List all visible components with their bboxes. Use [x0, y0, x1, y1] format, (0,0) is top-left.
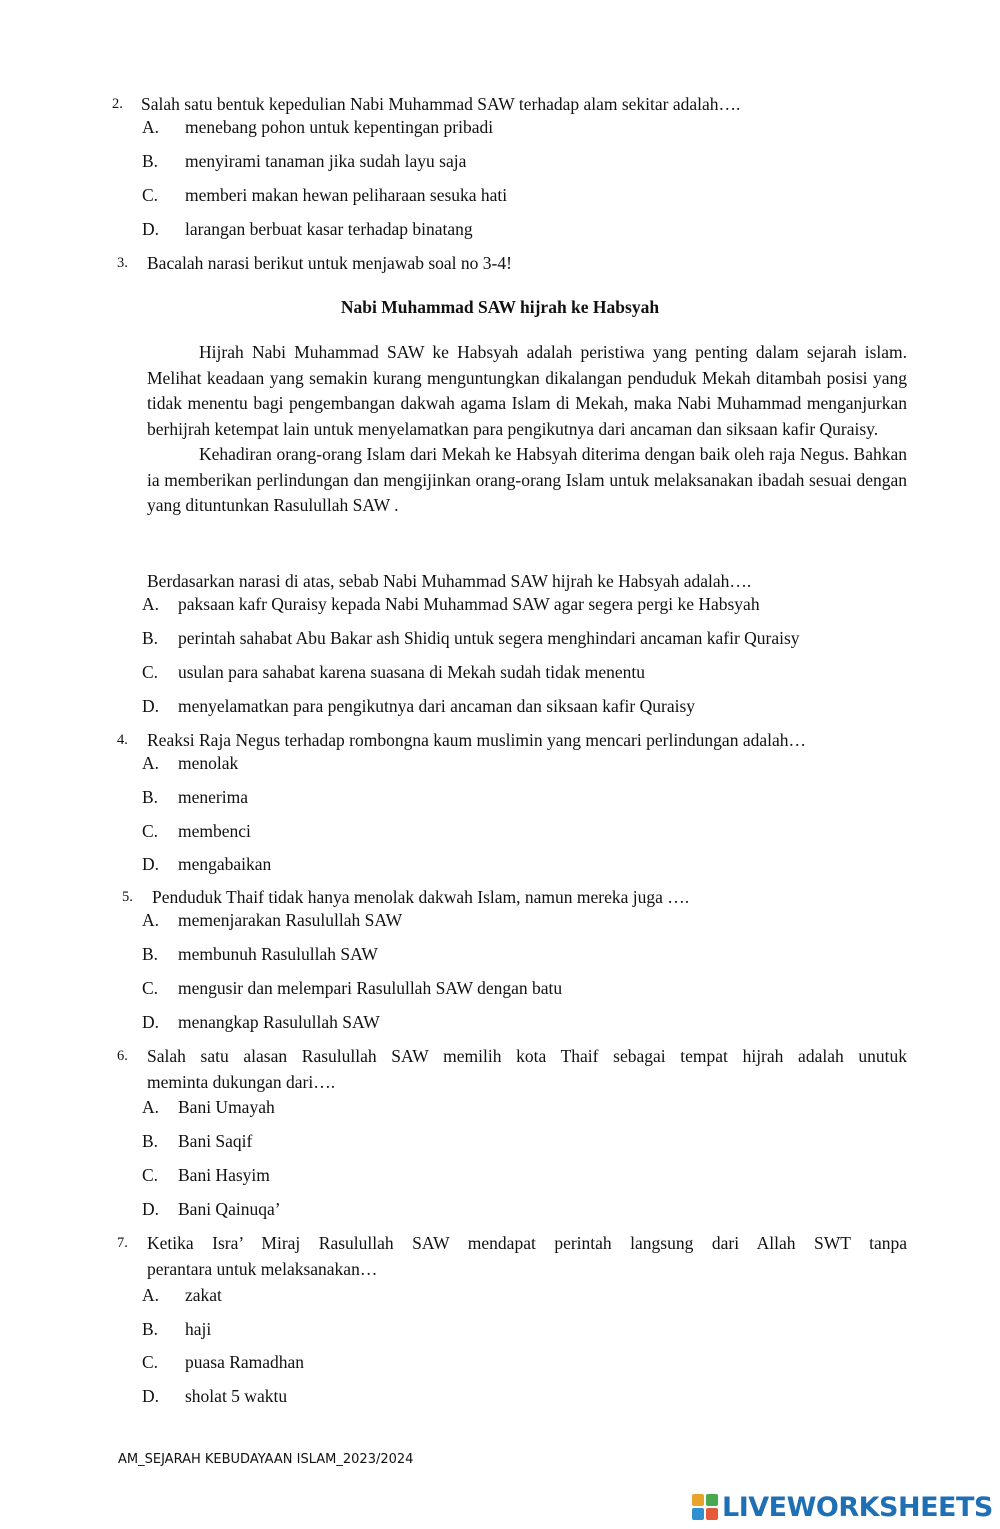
q6-option-a[interactable]: Bani Umayah — [178, 1097, 275, 1117]
q3-option-d[interactable]: menyelamatkan para pengikutnya dari ancaman dan siksaan kafir Quraisy — [178, 696, 696, 716]
q2-option-d-letter: D. — [142, 219, 160, 239]
q3-option-d-letter: D. — [142, 696, 160, 716]
q6-option-c-letter: C. — [142, 1165, 159, 1185]
q5-option-b[interactable]: membunuh Rasulullah SAW — [178, 944, 378, 964]
q7-option-a-letter: A. — [142, 1285, 160, 1305]
question-2-text: Salah satu bentuk kepedulian Nabi Muhammad SAW terhadap alam sekitar adalah…. — [141, 94, 741, 114]
q3-option-b[interactable]: perintah sahabat Abu Bakar ash Shidiq untuk segera menghindari ancaman kafir Quraisy — [178, 628, 800, 648]
question-6-text-line-1: Salah satu alasan Rasulullah SAW memilih kota Thaif sebagai tempat hijrah adalah unutuk — [147, 1046, 907, 1066]
question-3-text: Berdasarkan narasi di atas, sebab Nabi Muhammad SAW hijrah ke Habsyah adalah…. — [147, 571, 752, 591]
q7-option-b-letter: B. — [142, 1319, 159, 1339]
q2-option-d[interactable]: larangan berbuat kasar terhadap binatang — [185, 219, 473, 239]
q4-option-b[interactable]: menerima — [178, 787, 248, 807]
q6-option-c[interactable]: Bani Hasyim — [178, 1165, 270, 1185]
question-7-text-line-2: perantara untuk melaksanakan… — [147, 1259, 378, 1279]
narrative-title: Nabi Muhammad SAW hijrah ke Habsyah — [340, 297, 660, 317]
q4-option-b-letter: B. — [142, 787, 159, 807]
question-3-intro: Bacalah narasi berikut untuk menjawab soal no 3-4! — [147, 253, 512, 273]
q7-option-b[interactable]: haji — [185, 1319, 212, 1339]
q7-option-d[interactable]: sholat 5 waktu — [185, 1386, 288, 1406]
q5-option-b-letter: B. — [142, 944, 159, 964]
q4-option-c[interactable]: membenci — [178, 821, 251, 841]
q2-option-c-letter: C. — [142, 185, 159, 205]
q5-option-a-letter: A. — [142, 910, 160, 930]
q3-option-c[interactable]: usulan para sahabat karena suasana di Mekah sudah tidak menentu — [178, 662, 645, 682]
q7-option-a[interactable]: zakat — [185, 1285, 222, 1305]
q5-option-d-letter: D. — [142, 1012, 160, 1032]
question-6-number: 6. — [117, 1048, 128, 1064]
q6-option-a-letter: A. — [142, 1097, 160, 1117]
narrative-paragraph-1: Hijrah Nabi Muhammad SAW ke Habsyah adalah peristiwa yang penting dalam sejarah islam. Melihat keadaan yang semakin kurang menguntungkan dikalangan penduduk Mekah ditambah posisi yang tidak menentu bagi pengembangan dakwah agama Islam di Mekah, maka Nabi Muhammad menganjurkan berhijrah ketempat lain untuk menyelamatkan para pengikutnya dari ancaman dan siksaan kafir Quraisy. — [147, 342, 907, 439]
q7-option-c-letter: C. — [142, 1352, 159, 1372]
liveworksheets-logo-icon — [692, 1494, 718, 1520]
q3-option-c-letter: C. — [142, 662, 159, 682]
q4-option-c-letter: C. — [142, 821, 159, 841]
q4-option-a-letter: A. — [142, 753, 160, 773]
q7-option-d-letter: D. — [142, 1386, 160, 1406]
q6-option-b-letter: B. — [142, 1131, 159, 1151]
q3-option-a-letter: A. — [142, 594, 160, 614]
question-4-text: Reaksi Raja Negus terhadap rombongna kaum muslimin yang mencari perlindungan adalah… — [147, 730, 806, 750]
q5-option-c[interactable]: mengusir dan melempari Rasulullah SAW dengan batu — [178, 978, 563, 998]
q2-option-c[interactable]: memberi makan hewan peliharaan sesuka hati — [185, 185, 508, 205]
q6-option-d[interactable]: Bani Qainuqa’ — [178, 1199, 281, 1219]
question-2-number: 2. — [112, 96, 123, 112]
q3-option-a[interactable]: paksaan kafr Quraisy kepada Nabi Muhammad SAW agar segera pergi ke Habsyah — [178, 594, 760, 614]
question-7-text-line-1: Ketika Isra’ Miraj Rasulullah SAW mendapat perintah langsung dari Allah SWT tanpa — [147, 1233, 907, 1253]
q6-option-b[interactable]: Bani Saqif — [178, 1131, 253, 1151]
narrative-paragraph-2: Kehadiran orang-orang Islam dari Mekah ke Habsyah diterima dengan baik oleh raja Negus. Bahkan ia memberikan perlindungan dan mengijinkan orang-orang Islam untuk melaksanakan ibadah sesuai dengan yang dituntunkan Rasulullah SAW . — [147, 444, 907, 515]
q6-option-d-letter: D. — [142, 1199, 160, 1219]
q2-option-b-letter: B. — [142, 151, 159, 171]
narrative-body — [147, 340, 907, 519]
question-6-text-line-2: meminta dukungan dari…. — [147, 1072, 336, 1092]
q3-option-b-letter: B. — [142, 628, 159, 648]
question-5-number: 5. — [122, 889, 133, 905]
liveworksheets-logo-text: LIVEWORKSHEETS — [722, 1491, 993, 1523]
q5-option-d[interactable]: menangkap Rasulullah SAW — [178, 1012, 380, 1032]
q2-option-a[interactable]: menebang pohon untuk kepentingan pribadi — [185, 117, 494, 137]
q7-option-c[interactable]: puasa Ramadhan — [185, 1352, 305, 1372]
question-3-number: 3. — [117, 255, 128, 271]
page-footer: AM_SEJARAH KEBUDAYAAN ISLAM_2023/2024 — [118, 1452, 414, 1467]
question-4-number: 4. — [117, 732, 128, 748]
q5-option-a[interactable]: memenjarakan Rasulullah SAW — [178, 910, 403, 930]
question-7-number: 7. — [117, 1235, 128, 1251]
q4-option-d-letter: D. — [142, 854, 160, 874]
liveworksheets-logo[interactable] — [692, 1489, 993, 1525]
q2-option-a-letter: A. — [142, 117, 160, 137]
q5-option-c-letter: C. — [142, 978, 159, 998]
q2-option-b[interactable]: menyirami tanaman jika sudah layu saja — [185, 151, 467, 171]
q4-option-a[interactable]: menolak — [178, 753, 239, 773]
q4-option-d[interactable]: mengabaikan — [178, 854, 272, 874]
question-5-text: Penduduk Thaif tidak hanya menolak dakwah Islam, namun mereka juga …. — [152, 887, 690, 907]
